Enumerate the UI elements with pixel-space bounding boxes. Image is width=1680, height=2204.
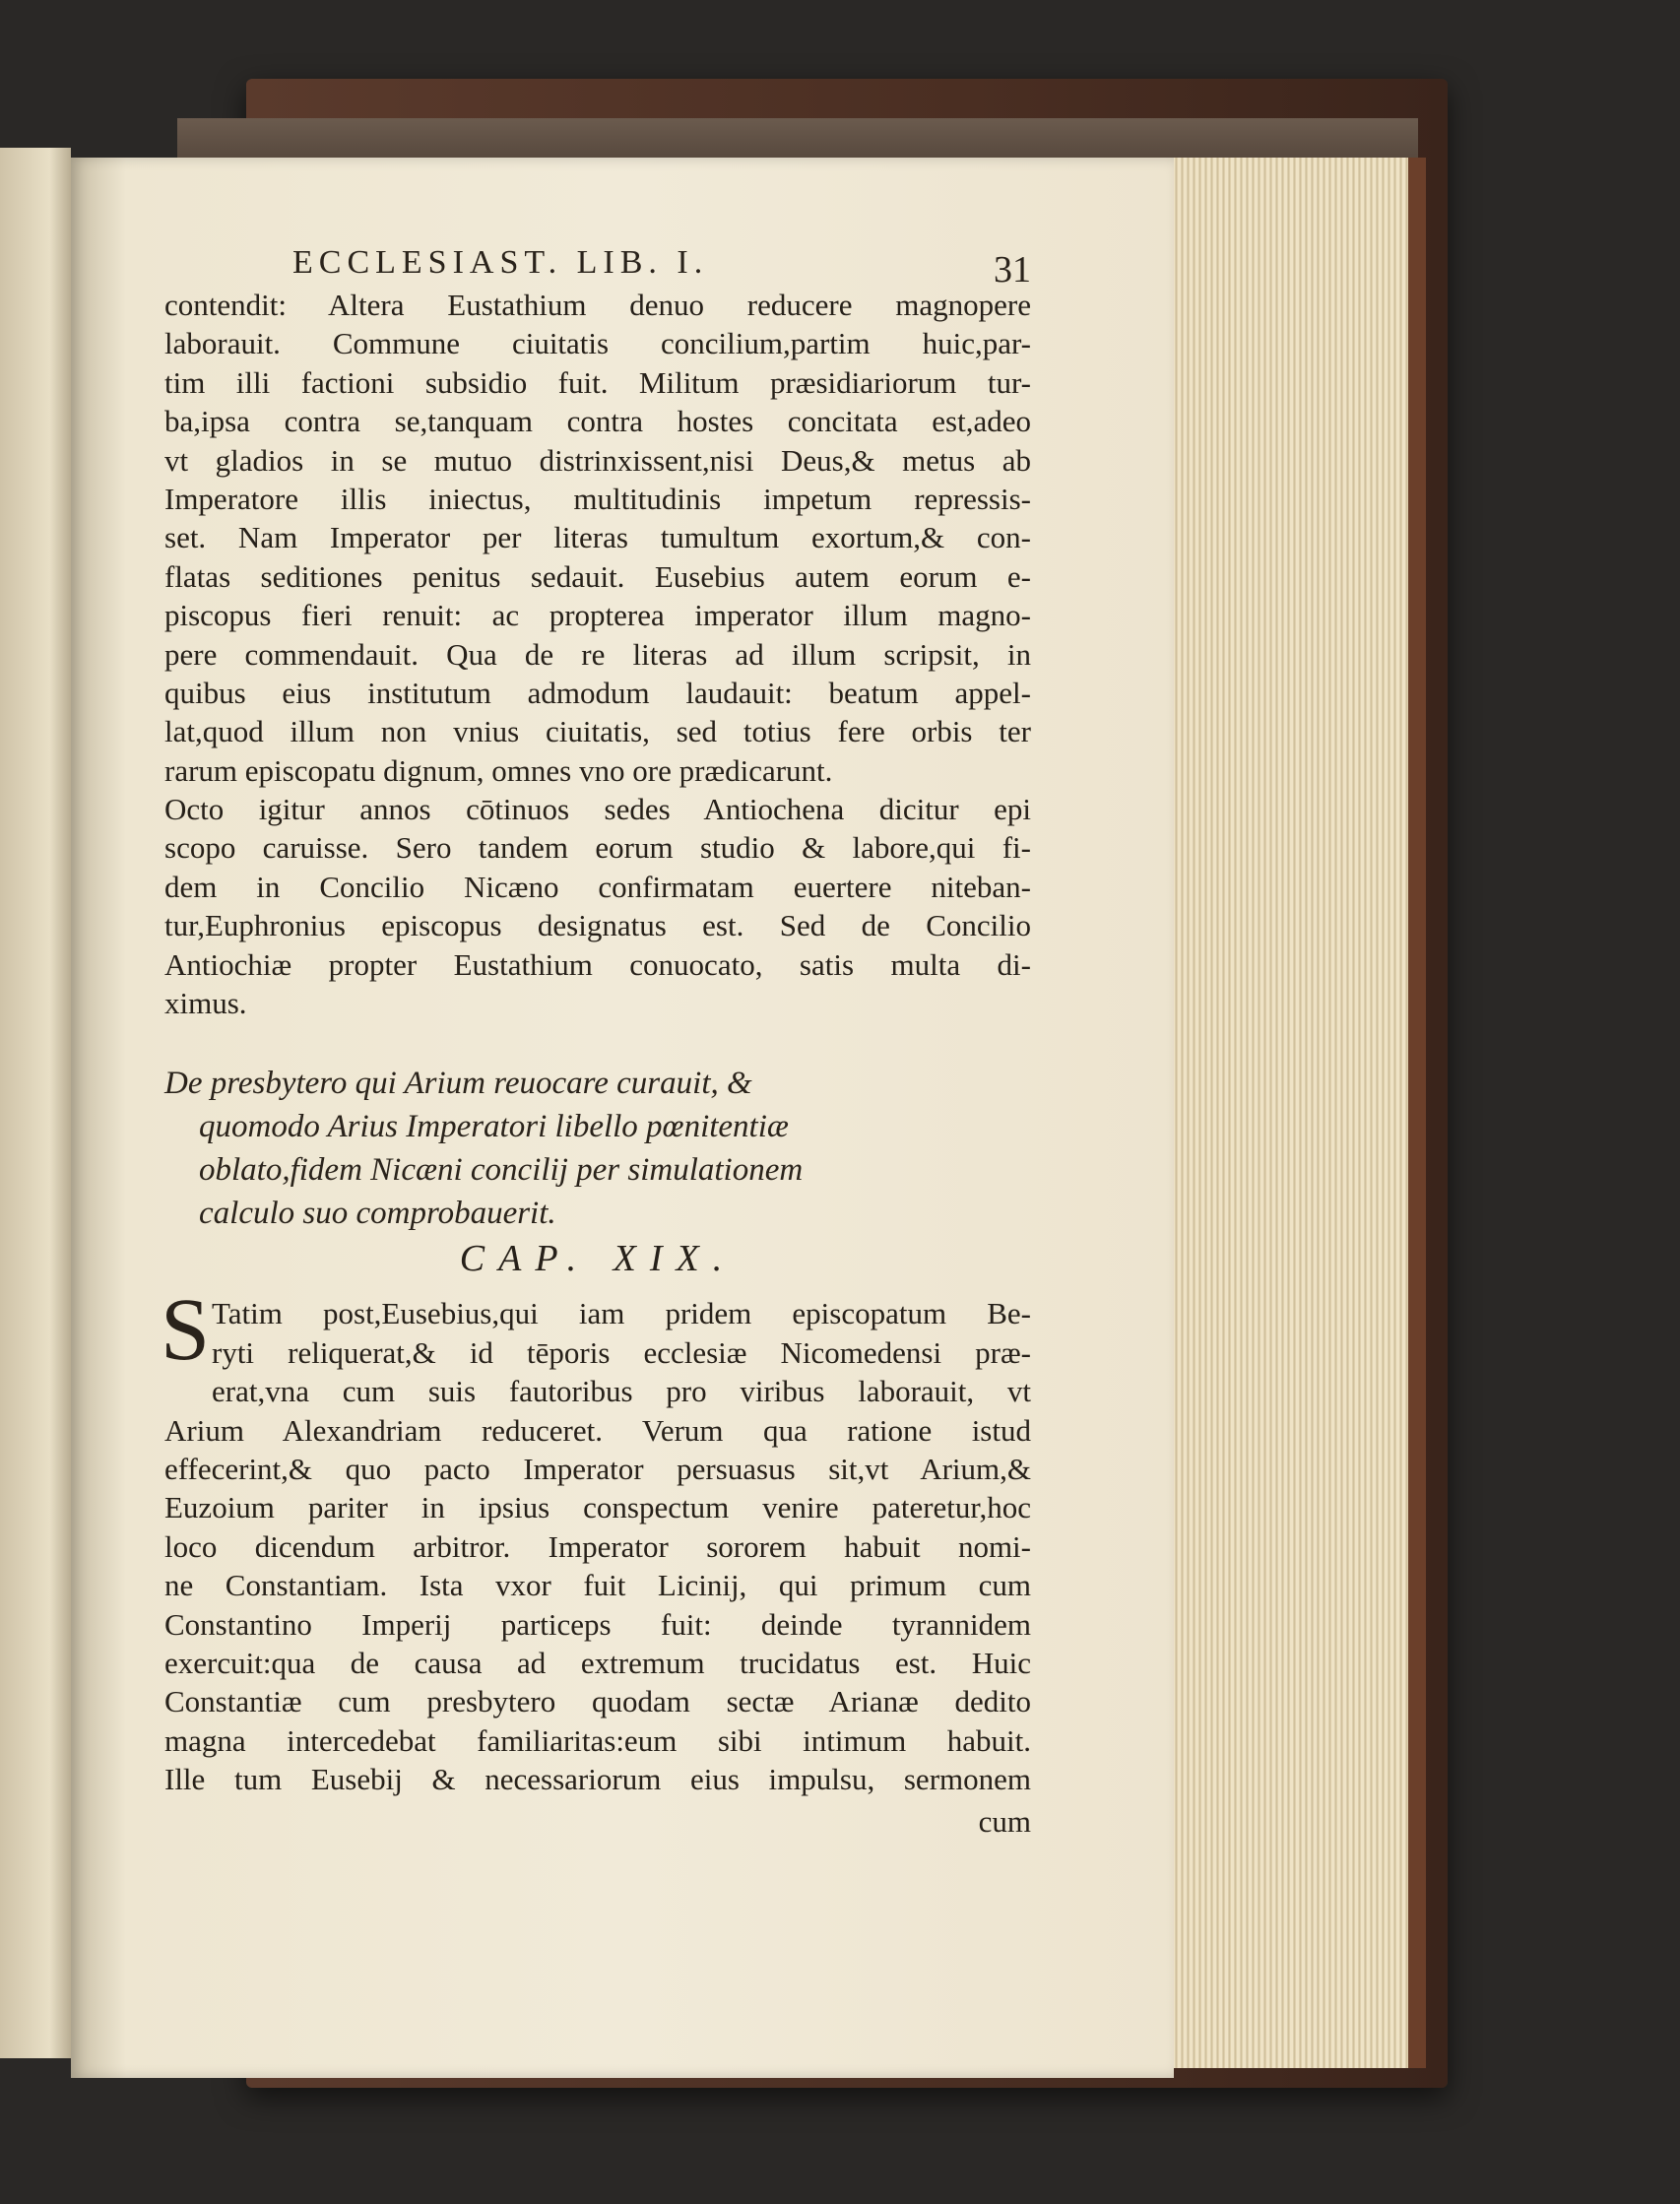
text-line: laborauit. Commune ciuitatis concilium,partim huic,par- xyxy=(164,326,1031,361)
text-line: Ille tum Eusebij & necessariorum eius impulsu, sermonem xyxy=(164,1762,1031,1797)
text-line: contendit: Altera Eustathium denuo reducere magnopere xyxy=(164,288,1031,322)
text-line: effecerint,& quo pacto Imperator persuasus sit,vt Arium,& xyxy=(164,1451,1031,1486)
text-line: tim illi factioni subsidio fuit. Militum præsidiariorum tur- xyxy=(164,364,1031,400)
text-line: erat,vna cum suis fautoribus pro viribus laborauit, vt xyxy=(212,1374,1031,1409)
text-line: Constantino Imperij particeps fuit: deinde tyrannidem xyxy=(164,1606,1031,1642)
text-line: tur,Euphronius episcopus designatus est. Sed de Concilio xyxy=(164,908,1031,943)
text-line: lat,quod illum non vnius ciuitatis, sed totius fere orbis ter xyxy=(164,714,1031,749)
text-line: exercuit:qua de causa ad extremum trucidatus est. Huic xyxy=(164,1645,1031,1680)
text-line: ba,ipsa contra se,tanquam contra hostes concitata est,adeo xyxy=(164,404,1031,439)
text-line: set. Nam Imperator per literas tumultum exortum,& con- xyxy=(164,520,1031,555)
page-fore-edge xyxy=(1172,158,1426,2068)
text-line: quibus eius institutum admodum laudauit: beatum appel- xyxy=(164,675,1031,710)
page-number: 31 xyxy=(994,249,1031,291)
heading-line: calculo suo comprobauerit. xyxy=(199,1196,556,1232)
text-line: Euzoium pariter in ipsius conspectum venire pateretur,hoc xyxy=(164,1490,1031,1525)
catchword: cum xyxy=(978,1803,1031,1839)
text-line: Octo igitur annos cōtinuos sedes Antiochena dicitur epi xyxy=(164,792,1031,827)
heading-line: quomodo Arius Imperatori libello pœnitentiæ xyxy=(199,1109,789,1145)
running-title: ECCLESIAST. LIB. I. xyxy=(292,244,709,281)
text-line: dem in Concilio Nicæno confirmatam euertere niteban- xyxy=(164,869,1031,904)
text-line: ryti reliquerat,& id tēporis ecclesiæ Nicomedensi præ- xyxy=(212,1334,1031,1370)
running-head xyxy=(164,227,1031,291)
text-block xyxy=(161,227,1031,1845)
paragraph-1 xyxy=(164,286,1031,1022)
heading-line: De presbytero qui Arium reuocare curauit, & xyxy=(164,1066,752,1102)
paragraph-2 xyxy=(161,1281,1031,1798)
text-line: ne Constantiam. Ista vxor fuit Licinij, qui primum cum xyxy=(164,1568,1031,1603)
text-line: loco dicendum arbitror. Imperator sororem habuit nomi- xyxy=(164,1528,1031,1564)
left-page-edge xyxy=(0,148,71,2058)
heading-line: oblato,fidem Nicæni concilij per simulationem xyxy=(199,1152,804,1189)
text-line: ximus. xyxy=(164,986,247,1021)
right-page xyxy=(71,158,1174,2078)
text-line: Constantiæ cum presbytero quodam sectæ Arianæ dedito xyxy=(164,1684,1031,1719)
text-line: magna intercedebat familiaritas:eum sibi intimum habuit. xyxy=(164,1722,1031,1758)
text-line: vt gladios in se mutuo distrinxissent,nisi Deus,& metus ab xyxy=(164,442,1031,478)
text-line: pere commendauit. Qua de re literas ad illum scripsit, in xyxy=(164,636,1031,672)
chapter-heading xyxy=(164,1062,1031,1235)
drop-cap: S xyxy=(161,1281,211,1380)
text-line: Arium Alexandriam reduceret. Verum qua ratione istud xyxy=(164,1412,1031,1448)
chapter-number: CAP. XIX. xyxy=(459,1238,737,1280)
text-line: rarum episcopatu dignum, omnes vno ore prædicarunt. xyxy=(164,752,833,788)
text-line: scopo caruisse. Sero tandem eorum studio & labore,qui fi- xyxy=(164,830,1031,866)
text-line: Antiochiæ propter Eustathium conuocato, satis multa di- xyxy=(164,946,1031,982)
text-line: piscopus fieri renuit: ac propterea imperator illum magno- xyxy=(164,598,1031,633)
text-line: Tatim post,Eusebius,qui iam pridem episcopatum Be- xyxy=(212,1296,1031,1331)
text-line: flatas seditiones penitus sedauit. Eusebius autem eorum e- xyxy=(164,558,1031,594)
text-line: Imperatore illis iniectus, multitudinis impetum repressis- xyxy=(164,481,1031,516)
